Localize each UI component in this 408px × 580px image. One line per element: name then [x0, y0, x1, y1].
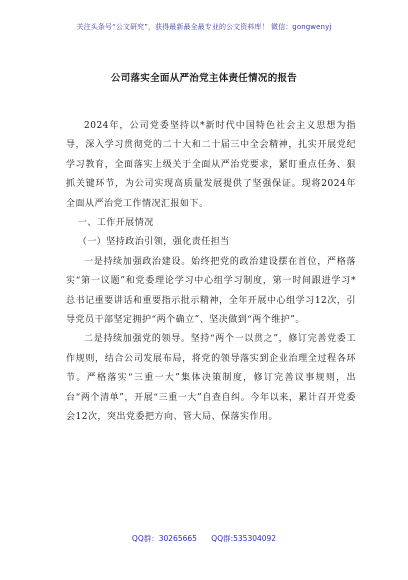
- document-title: 公司落实全面从严治党主体责任情况的报告: [110, 73, 298, 84]
- footer-qq-group-2: QQ群:535304092: [211, 534, 277, 543]
- paragraph-party-leadership: 二是持续加强党的领导。坚持“两个一以贯之”，修订完善党委工作规则，结合公司发展布局，将党的领导落实到企业治理全过程各环节。严格落实“三重一大”集体决策制度，修订完善议事规则，出台“两个清单”，开展“三重一大”自查自纠。今年以来，累计召开党委会12次，突出党委把方向、管大局、保落实作用。: [66, 334, 356, 423]
- document-body: [66, 117, 356, 428]
- footer-qq-group-1: QQ群：30265665: [131, 534, 197, 543]
- section-heading: 一、工作开展情况: [77, 218, 154, 229]
- paragraph-political-building: 一是持续加强政治建设。始终把党的政治建设摆在首位，严格落实“第一议题”和党委理论学习中心组学习制度，第一时间跟进学习*总书记重要讲话和重要指示批示精神，全年开展中心组学习12次，引导党员干部坚定拥护“两个确立”、坚决做到“两个维护”。: [66, 256, 356, 326]
- header-banner: 关注头条号“公文研究”，获得最新最全最专业的公文资料库！ 微信：gongwenyj: [76, 23, 332, 31]
- footer-qq-groups: [0, 533, 408, 544]
- paragraph-intro: 2024年，公司党委坚持以*新时代中国特色社会主义思想为指导，深入学习贯彻党的二十大和二十届三中全会精神，扎实开展党纪学习教育，全面落实上级关于全面从严治党要求，紧盯重点任务、狠抓关键环节，为公司实现高质量发展提供了坚强保证。现将2024年全面从严治党工作情况汇报如下。: [66, 121, 356, 209]
- subsection-heading: （一）坚持政治引领，强化责任担当: [77, 237, 230, 248]
